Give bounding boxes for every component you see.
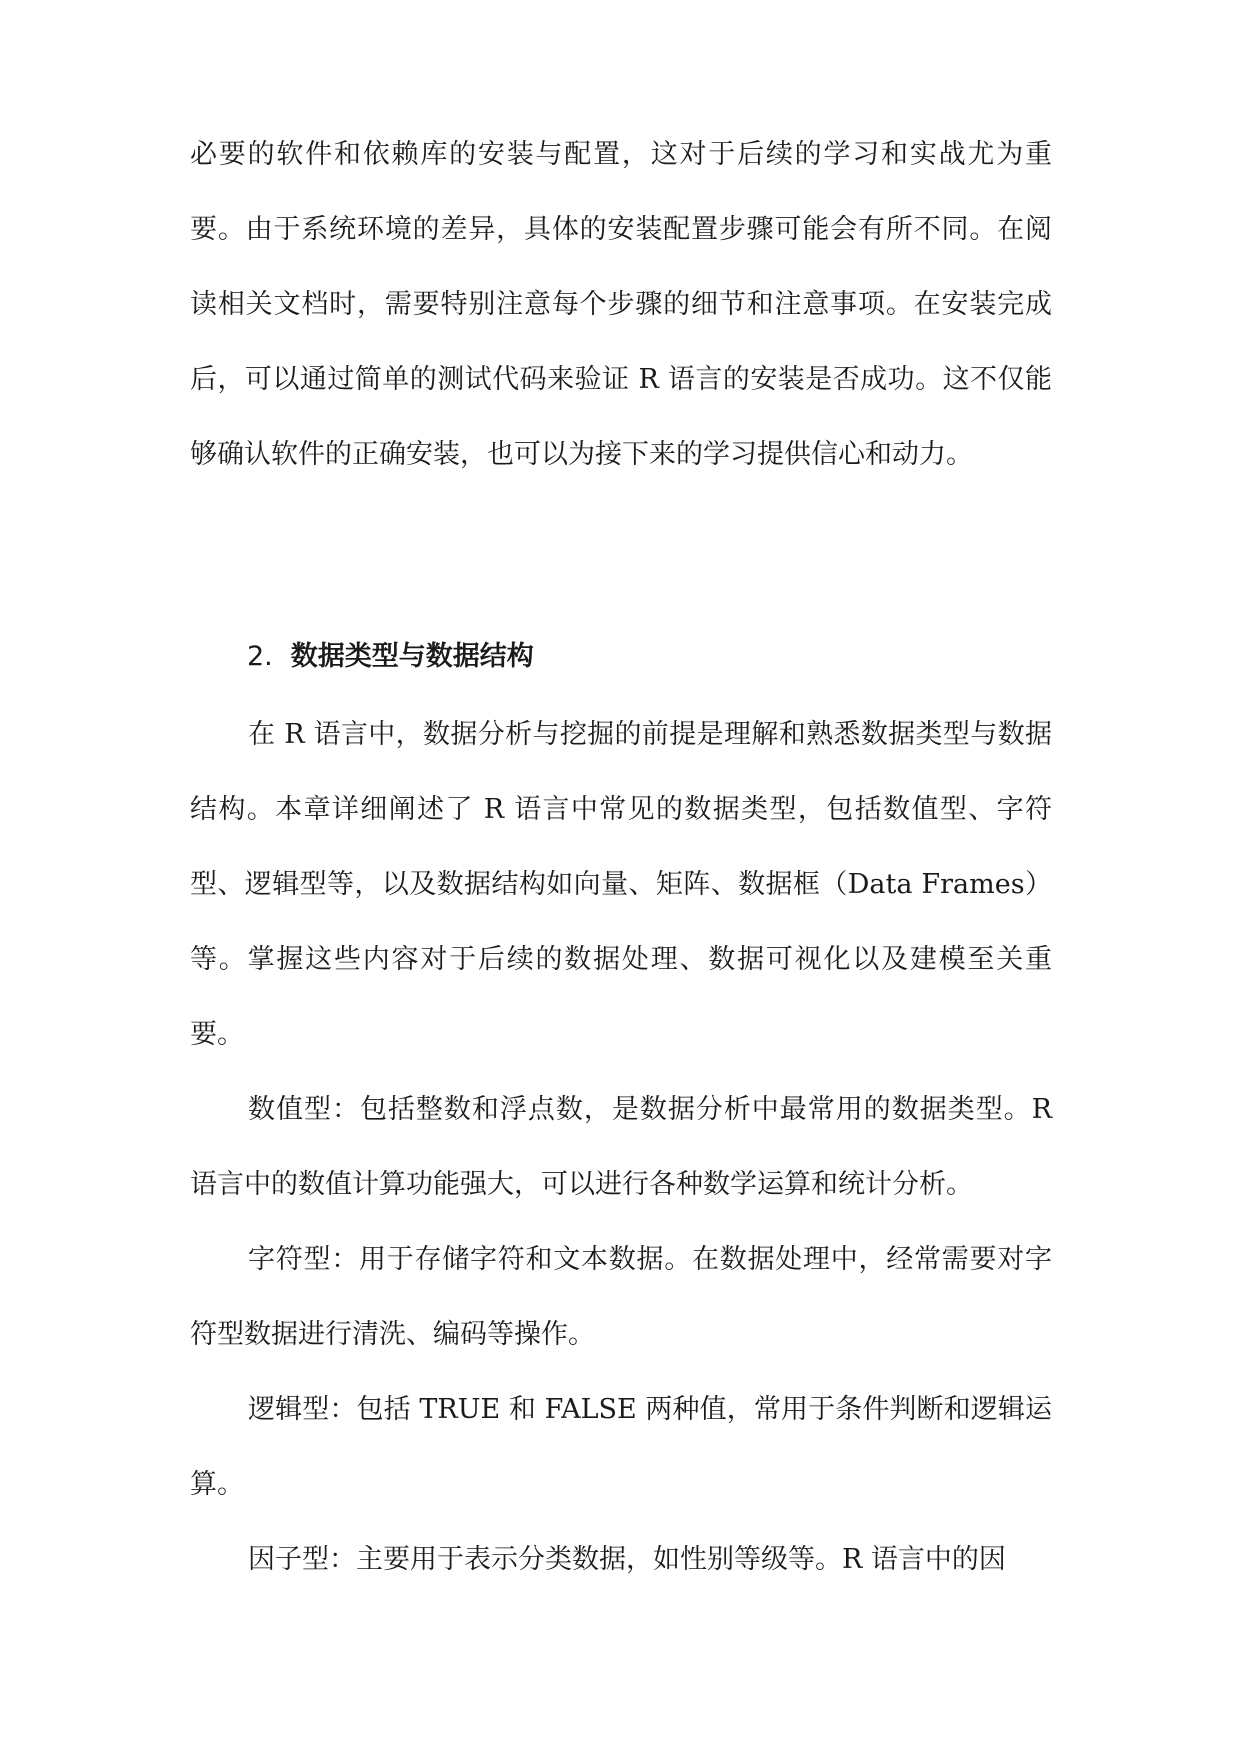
section-title: 数据类型与数据结构 xyxy=(290,641,534,672)
paragraph-logical: 逻辑型：包括 TRUE 和 FALSE 两种值，常用于条件判断和逻辑运算。 xyxy=(190,1394,1052,1500)
paragraph-factor: 因子型：主要用于表示分类数据，如性别等级等。R 语言中的因 xyxy=(248,1544,1006,1575)
section-heading xyxy=(247,627,534,687)
paragraph-installation: 必要的软件和依赖库的安装与配置，这对于后续的学习和实战尤为重要。由于系统环境的差异，具体的安装配置步骤可能会有所不同。在阅读相关文档时，需要特别注意每个步骤的细节和注意事项。在安装完成后，可以通过简单的测试代码来验证 R 语言的安装是否成功。这不仅能够确认软件的正确安装，也可以为接下来的学习提供信心和动力。 xyxy=(190,139,1052,470)
paragraph-numeric: 数值型：包括整数和浮点数，是数据分析中最常用的数据类型。R 语言中的数值计算功能强大，可以进行各种数学运算和统计分析。 xyxy=(190,1094,1052,1200)
paragraph-intro: 在 R 语言中，数据分析与挖掘的前提是理解和熟悉数据类型与数据结构。本章详细阐述了 R 语言中常见的数据类型，包括数值型、字符型、逻辑型等，以及数据结构如向量、矩阵、数据框（Data Frames）等。掌握这些内容对于后续的数据处理、数据可视化以及建模至关重要。 xyxy=(190,719,1052,1050)
paragraph-character: 字符型：用于存储字符和文本数据。在数据处理中，经常需要对字符型数据进行清洗、编码等操作。 xyxy=(190,1244,1052,1350)
section-number: 2. xyxy=(247,641,273,672)
